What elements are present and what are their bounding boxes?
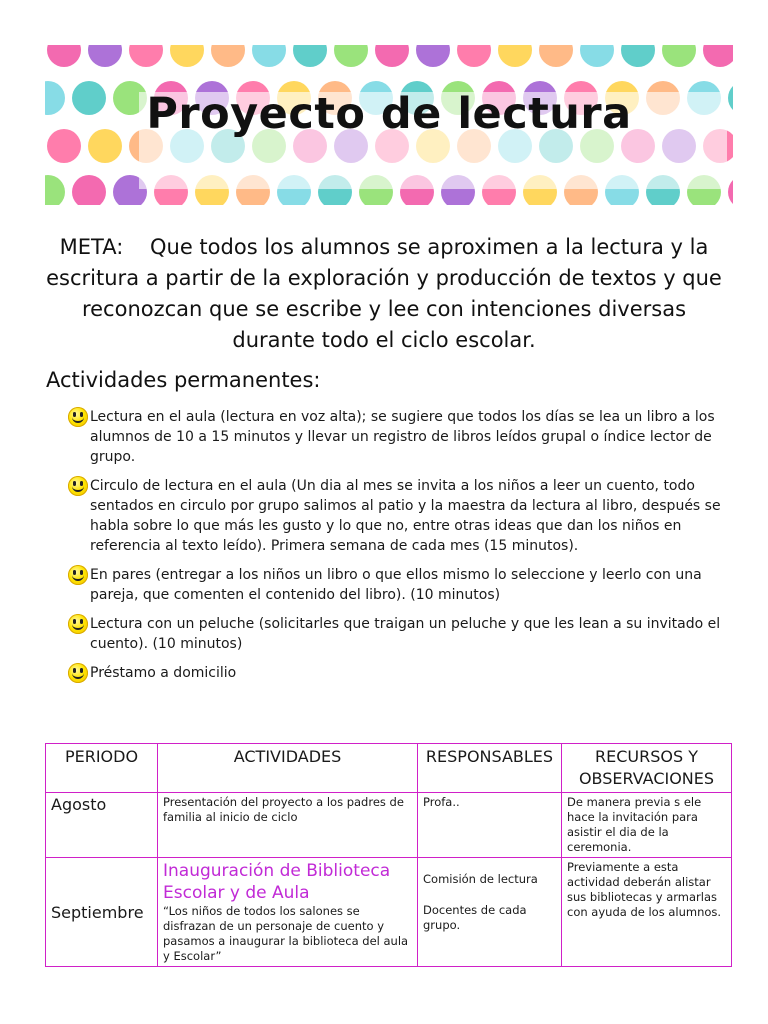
polka-dot [334,45,368,67]
list-item [68,614,728,654]
activity-text: Lectura con un peluche (solicitarles que traigan un peluche y que les lean a su invitado el cuento). (10 minutos) [90,616,721,652]
polka-dot [45,175,65,205]
resources-text: Previamente a esta actividad deberán alistar sus bibliotecas y armarlas con ayuda de los alumnos. [567,860,722,919]
list-item [68,565,728,605]
polka-dot [293,45,327,67]
polka-dot [252,45,286,67]
smiley-icon [68,476,88,496]
period-cell [46,793,158,858]
polka-dot [498,45,532,67]
polka-dot [211,45,245,67]
period-cell [46,858,158,967]
responsible-cell [418,793,562,858]
responsible-text: Comisión de lectura [423,872,538,886]
activity-title: Inauguración de Biblioteca Escolar y de Aula [163,861,391,903]
polka-dot [539,45,573,67]
activity-text: Lectura en el aula (lectura en voz alta); se sugiere que todos los días se lea un libro a los alumnos de 10 a 15 minutos y llevar un registro de libros leídos grupal o índice lector de grupo. [90,409,715,465]
resources-cell [562,793,732,858]
activity-text: En pares (entregar a los niños un libro o que ellos mismo lo seleccione y leerlo con una pareja, que comenten el contenido del libro). (10 minutos) [90,567,702,603]
table-row [46,793,732,858]
polka-dot [580,45,614,67]
activity-text: Presentación del proyecto a los padres de familia al inicio de ciclo [163,795,404,824]
schedule-table [45,743,732,967]
meta-text: Que todos los alumnos se aproximen a la lectura y la escritura a partir de la exploración y producción de textos y que reconozcan que se escribe y lee con intenciones diversas durante todo el ciclo escolar. [46,235,722,352]
activities-list [68,407,728,692]
table-row [46,858,732,967]
resources-cell [562,858,732,967]
page-title: Proyecto de lectura [146,89,632,139]
activity-text: Préstamo a domicilio [90,665,237,681]
meta-paragraph [44,232,724,356]
table-header-row [46,744,732,793]
polka-dot [88,45,122,67]
header-period: PERIODO [46,744,158,793]
header-resources: RECURSOS Y OBSERVACIONES [562,744,732,793]
list-item [68,476,728,556]
meta-label: META: [59,235,124,259]
polka-dot [728,175,733,205]
polka-dot [621,45,655,67]
activity-text: Circulo de lectura en el aula (Un dia al mes se invita a los niños a leer un cuento, todo sentados en circulo por grupo salimos al patio y la maestra da lectura al libro, después se habla sobre lo que más les gusto y lo que no, entre otras ideas que dan los niños en referencia al texto leído). Primera semana de cada mes (15 minutos). [90,478,721,554]
smiley-icon [68,407,88,427]
title-banner [45,45,733,205]
polka-dot [170,45,204,67]
resources-text: De manera previa s ele hace la invitación para asistir el dia de la ceremonia. [567,795,702,854]
activities-heading: Actividades permanentes: [46,368,321,392]
polka-dot [416,45,450,67]
smiley-icon [68,565,88,585]
list-item [68,407,728,467]
header-activities: ACTIVIDADES [158,744,418,793]
polka-dot [72,175,106,205]
period-text: Septiembre [51,902,144,922]
polka-dot [703,45,733,67]
smiley-icon [68,663,88,683]
responsible-text-2: Docentes de cada grupo. [423,903,527,932]
activity-cell [158,858,418,967]
period-text: Agosto [51,795,107,814]
activity-cell [158,793,418,858]
polka-dot [47,45,81,67]
list-item [68,663,728,683]
responsible-text: Profa.. [423,795,460,809]
polka-dot [662,45,696,67]
polka-dot [129,45,163,67]
smiley-icon [68,614,88,634]
polka-dot [457,45,491,67]
header-responsibles: RESPONSABLES [418,744,562,793]
responsible-cell [418,858,562,967]
activity-text: “Los niños de todos los salones se disfrazan de un personaje de cuento y pasamos a inaugurar la biblioteca del aula y Escolar” [163,904,409,963]
polka-dot [375,45,409,67]
